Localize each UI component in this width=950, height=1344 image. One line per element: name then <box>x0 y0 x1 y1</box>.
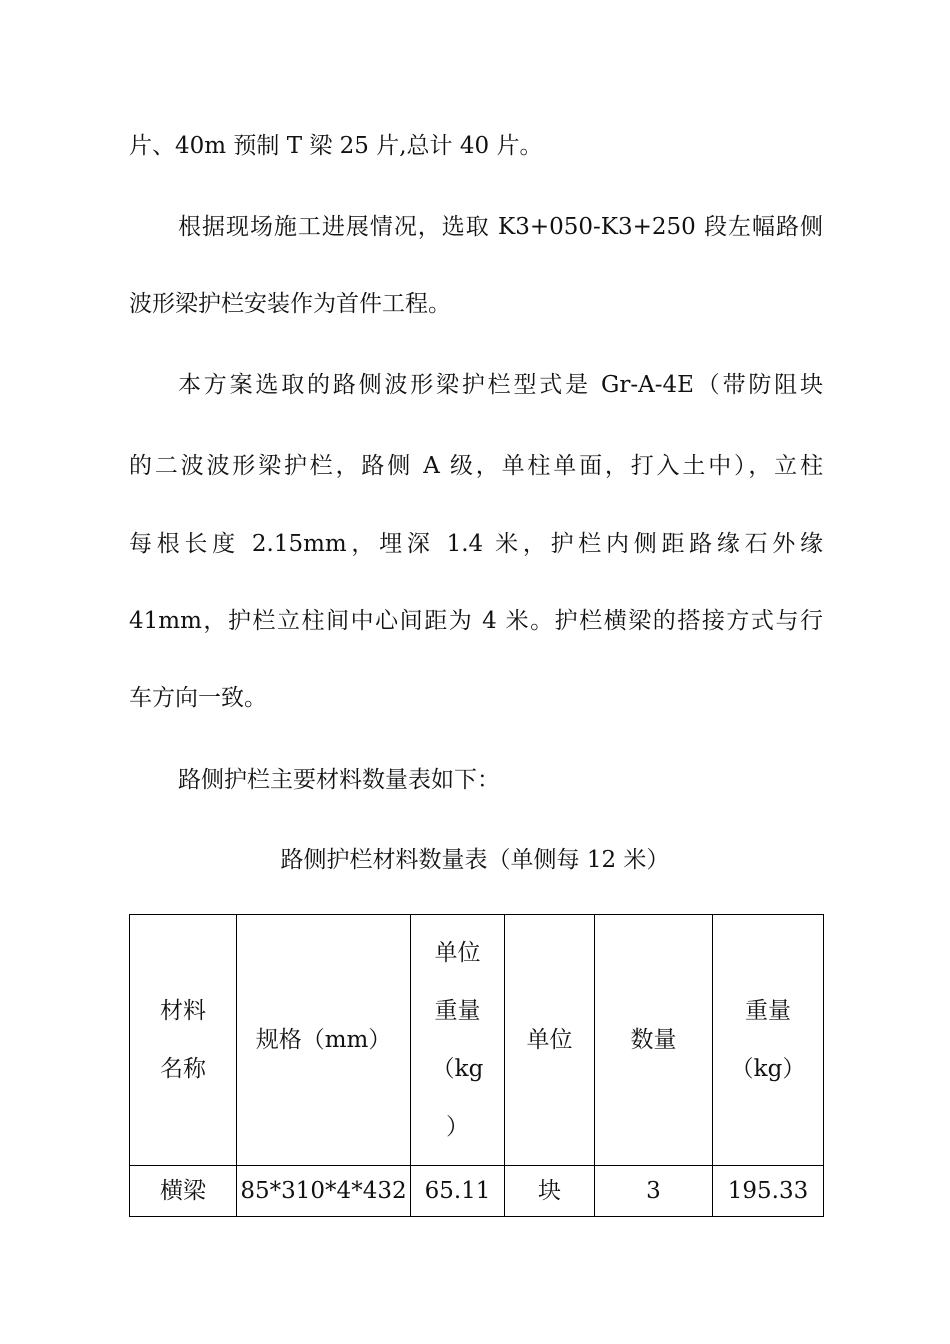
paragraph-line: 本方案选取的路侧波形梁护栏型式是 Gr-A-4E（带防阻块 <box>178 372 823 398</box>
cell-spec: 85*310*4*432 <box>237 1166 411 1217</box>
header-weight: 重量 （kg） <box>713 915 824 1166</box>
header-spec: 规格（mm） <box>237 915 411 1166</box>
paragraph-line: 车方向一致。 <box>129 685 267 711</box>
paragraph-line: 片、40m 预制 T 梁 25 片,总计 40 片。 <box>129 133 543 159</box>
paragraph-line: 路侧护栏主要材料数量表如下： <box>178 767 500 793</box>
header-material-name: 材料 名称 <box>130 915 237 1166</box>
header-unit: 单位 <box>505 915 595 1166</box>
cell-quantity: 3 <box>595 1166 713 1217</box>
paragraph-line: 的二波波形梁护栏，路侧 A 级，单柱单面，打入土中），立柱 <box>129 453 823 479</box>
paragraph-line: 波形梁护栏安装作为首件工程。 <box>129 291 451 317</box>
paragraph-line: 每根长度 2.15mm，埋深 1.4 米，护栏内侧距路缘石外缘 <box>129 531 823 557</box>
materials-table <box>129 914 824 1217</box>
table-row <box>130 1166 824 1217</box>
paragraph-line: 根据现场施工进展情况，选取 K3+050-K3+250 段左幅路侧 <box>178 214 823 240</box>
cell-unit: 块 <box>505 1166 595 1217</box>
table-header-row <box>130 915 824 1166</box>
cell-weight: 195.33 <box>713 1166 824 1217</box>
header-unit-weight: 单位 重量 （kg ） <box>411 915 505 1166</box>
cell-name: 横梁 <box>130 1166 237 1217</box>
cell-unit-weight: 65.11 <box>411 1166 505 1217</box>
table-caption: 路侧护栏材料数量表（单侧每 12 米） <box>280 847 670 873</box>
header-quantity: 数量 <box>595 915 713 1166</box>
paragraph-line: 41mm，护栏立柱间中心间距为 4 米。护栏横梁的搭接方式与行 <box>129 608 823 634</box>
